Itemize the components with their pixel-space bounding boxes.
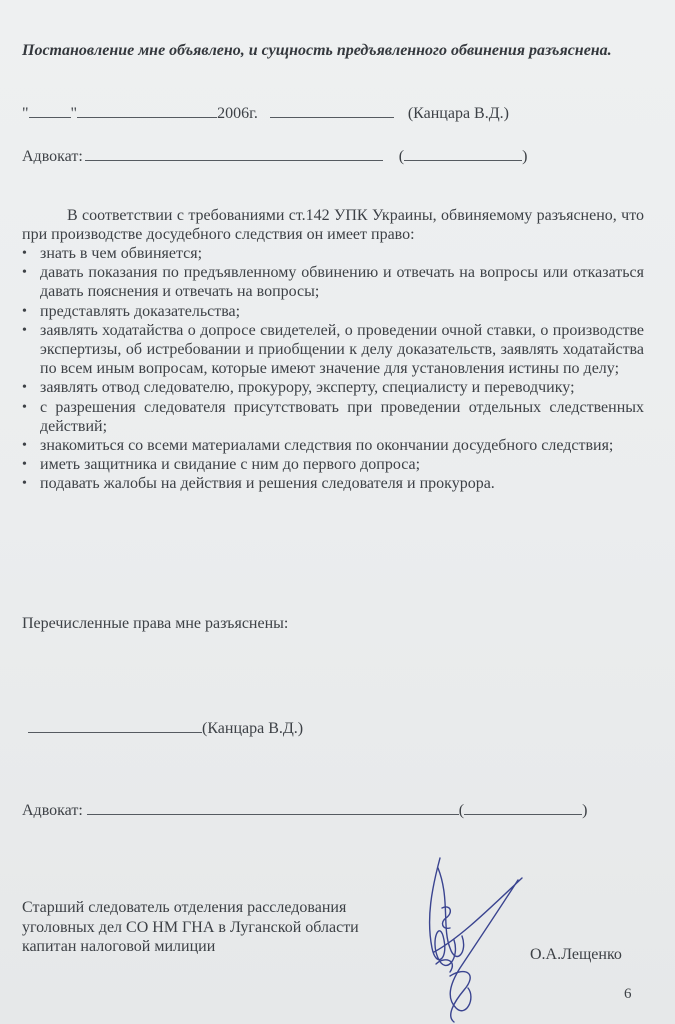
bullet-icon: • — [22, 399, 27, 415]
bullet-icon: • — [22, 303, 27, 319]
investigator-name: О.А.Лещенко — [530, 946, 622, 963]
rights-explained-text: Перечисленные права мне разъяснены: — [22, 615, 289, 632]
list-item: • давать показания по предъявленному обвинению и отвечать на вопросы или отказаться давать пояснения и отвечать на вопросы; — [22, 264, 644, 301]
list-item: • заявлять отвод следователю, прокурору, эксперту, специалисту и переводчику; — [22, 379, 575, 397]
bullet-icon: • — [22, 246, 27, 261]
advocate-open-paren-2: ( — [458, 802, 465, 819]
handwritten-signature — [420, 848, 530, 1024]
month-blank — [77, 103, 217, 118]
accused-name-top: (Канцара В.Д.) — [407, 105, 509, 122]
list-item: • подавать жалобы на действия и решения следователя и прокурора. — [22, 475, 495, 493]
bullet-icon: • — [22, 265, 27, 281]
investigator-title-line-2: уголовных дел СО НМ ГНА в Луганской области — [22, 918, 359, 936]
advocate-row-1 — [22, 146, 527, 166]
accused-name: (Канцара В.Д.) — [202, 720, 304, 737]
advocate-row-2 — [22, 800, 587, 820]
accused-sign-blank — [28, 718, 202, 733]
advocate-open-paren-1: ( — [398, 148, 405, 165]
notice-paragraph: Постановление мне объявлено, и сущность предъявленного обвинения разъяснена. — [22, 42, 612, 59]
list-item: • знакомиться со всеми материалами следствия по окончании досудебного следствия; — [22, 437, 614, 455]
advocate-sign-blank-1 — [85, 146, 383, 161]
advocate-close-paren-2: ) — [582, 802, 588, 819]
day-blank — [29, 103, 71, 118]
list-item: • представлять доказательства; — [22, 302, 241, 320]
accused-sign-blank-top — [270, 103, 394, 118]
list-item: • заявлять ходатайства о допросе свидетелей, о проведении очной ставки, о производстве экспертизы, об истребовании и приобщении к делу доказательств, заявлять ходатайства по всем иным вопросам, которые имеют значение для установления истины по делу; — [22, 321, 644, 378]
date-open-quote: " — [22, 105, 29, 122]
investigator-title-line-1: Старший следователь отделения расследования — [22, 899, 347, 916]
investigator-block — [22, 898, 359, 957]
bullet-icon: • — [22, 476, 27, 492]
advocate-label-1: Адвокат: — [22, 148, 83, 165]
investigator-title-line-3: капитан налоговой милиции — [22, 938, 216, 955]
bullet-icon: • — [22, 322, 27, 338]
advocate-name-blank-2 — [464, 800, 582, 815]
rights-intro: В соответствии с требованиями ст.142 УПК Украины, обвиняемому разъяснено, что при производстве досудебного следствия он имеет право: — [22, 207, 644, 244]
date-close-quote: " — [70, 105, 78, 122]
advocate-sign-blank-2 — [87, 800, 459, 815]
bullet-icon: • — [22, 380, 27, 396]
rights-list — [22, 244, 644, 494]
accused-signature-row — [28, 718, 303, 738]
bullet-icon: • — [22, 438, 27, 454]
list-item: • знать в чем обвиняется; — [22, 245, 203, 262]
list-item: • с разрешения следователя присутствовать при проведении отдельных следственных действий; — [22, 398, 644, 435]
advocate-name-blank-1 — [404, 146, 522, 161]
date-year: 2006г. — [217, 105, 258, 122]
advocate-close-paren-1: ) — [522, 148, 528, 165]
list-item: • иметь защитника и свидание с ним до первого допроса; — [22, 456, 421, 474]
page-number: 6 — [624, 986, 632, 1002]
bullet-icon: • — [22, 457, 27, 473]
advocate-label-2: Адвокат: — [22, 802, 83, 819]
date-row — [22, 103, 509, 123]
